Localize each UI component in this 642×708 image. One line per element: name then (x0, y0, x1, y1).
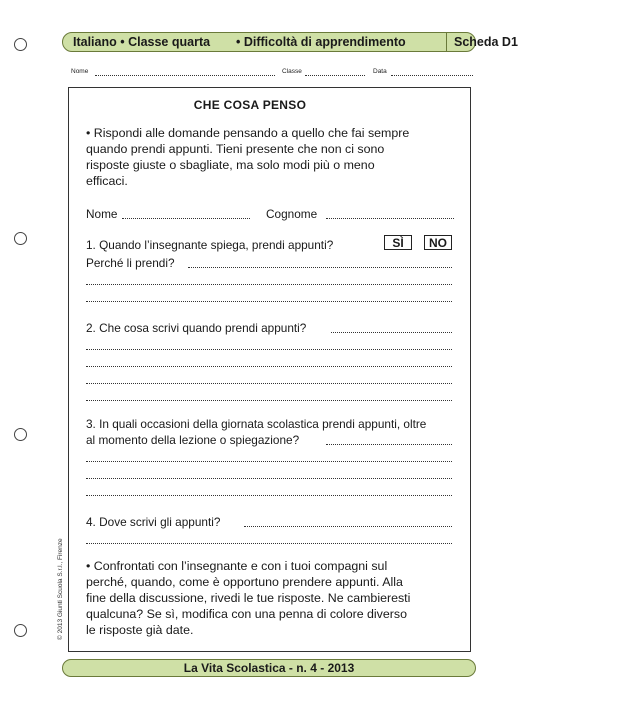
binder-hole-4 (14, 624, 27, 637)
answer-line[interactable] (326, 444, 452, 445)
meta-date-label: Data (373, 68, 387, 75)
header-divider (446, 33, 447, 51)
question-4: 4. Dove scrivi gli appunti? (86, 515, 221, 529)
closing-line-2: perché, quando, come è opportuno prendere appunti. Alla (86, 575, 403, 589)
nome-label: Nome (86, 207, 118, 221)
footer-text: La Vita Scolastica - n. 4 - 2013 (183, 661, 355, 675)
header-band (62, 32, 518, 52)
closing-line-1: • Confrontati con l’insegnante e con i tuoi compagni sul (86, 559, 388, 573)
meta-class-line[interactable] (305, 75, 365, 76)
meta-name-label: Nome (71, 68, 89, 75)
question-3: 3. In quali occasioni della giornata scolastica prendi appunti, oltre (86, 417, 427, 431)
footer-band (62, 659, 476, 677)
binder-hole-1 (14, 38, 27, 51)
answer-line[interactable] (86, 383, 452, 384)
answer-line[interactable] (86, 543, 452, 544)
question-2: 2. Che cosa scrivi quando prendi appunti? (86, 321, 307, 335)
intro-line-4: efficaci. (86, 174, 128, 188)
answer-line[interactable] (331, 332, 452, 333)
cognome-label: Cognome (266, 207, 318, 221)
answer-line[interactable] (86, 301, 452, 302)
answer-line[interactable] (86, 478, 452, 479)
closing-line-5: le risposte già date. (86, 623, 194, 637)
header-sheet: Scheda D1 (454, 35, 518, 49)
answer-line[interactable] (86, 400, 452, 401)
meta-class-label: Classe (282, 68, 302, 75)
question-1-why: Perché li prendi? (86, 256, 175, 270)
answer-line[interactable] (86, 461, 452, 462)
meta-date-line[interactable] (391, 75, 473, 76)
binder-hole-2 (14, 232, 27, 245)
header-subject: Italiano • Classe quarta (73, 35, 211, 49)
answer-line[interactable] (86, 349, 452, 350)
closing-line-3: fine della discussione, rivedi le tue risposte. Ne cambieresti (86, 591, 411, 605)
cognome-line[interactable] (326, 218, 454, 219)
answer-line[interactable] (244, 526, 452, 527)
question-1: 1. Quando l’insegnante spiega, prendi appunti? (86, 238, 334, 252)
question-3-cont: al momento della lezione o spiegazione? (86, 433, 300, 447)
copyright-note: © 2013 Giunti Scuola S.r.l., Firenze (57, 538, 64, 640)
answer-line[interactable] (86, 284, 452, 285)
answer-line[interactable] (86, 495, 452, 496)
nome-line[interactable] (122, 218, 250, 219)
answer-line[interactable] (86, 366, 452, 367)
no-box[interactable]: NO (424, 235, 452, 250)
meta-name-line[interactable] (95, 75, 275, 76)
header-topic: • Difficoltà di apprendimento (236, 35, 406, 49)
intro-line-3: risposte giuste o sbagliate, ma solo modi più o meno (86, 158, 375, 172)
answer-line[interactable] (188, 267, 452, 268)
binder-hole-3 (14, 428, 27, 441)
intro-line-1: • Rispondi alle domande pensando a quello che fai sempre (86, 126, 410, 140)
yes-box[interactable]: SÌ (384, 235, 412, 250)
closing-line-4: qualcuna? Se sì, modifica con una penna di colore diverso (86, 607, 407, 621)
intro-line-2: quando prendi appunti. Tieni presente che non ci sono (86, 142, 385, 156)
worksheet-title: CHE COSA PENSO (193, 98, 307, 112)
